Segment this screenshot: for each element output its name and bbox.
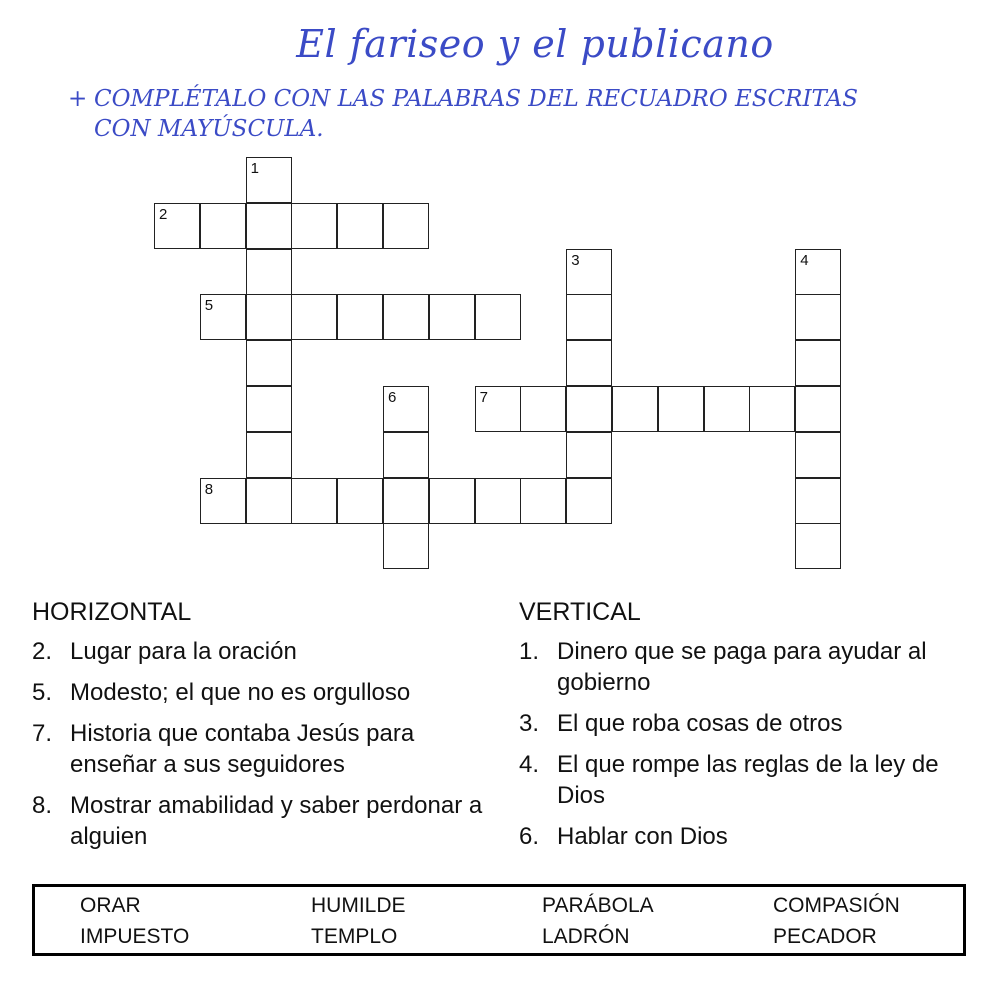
clue-text: Lugar para la oración: [70, 638, 297, 665]
clue-number: 8.: [32, 792, 53, 819]
clue-number-label: 3: [571, 251, 580, 269]
crossword-cell[interactable]: [383, 294, 429, 340]
clue-text: Dinero que se paga para ayudar al gobierno: [557, 638, 927, 696]
clue-item: [32, 790, 502, 852]
vertical-clues: [519, 597, 979, 862]
crossword-cell[interactable]: [337, 203, 383, 249]
crossword-cell[interactable]: [795, 478, 841, 524]
worksheet-title: El fariseo y el publicano: [296, 22, 774, 66]
crossword-cell[interactable]: [795, 432, 841, 478]
word-bank-item: IMPUESTO: [80, 925, 190, 948]
crossword-cell[interactable]: [200, 203, 246, 249]
clue-number: 7.: [32, 720, 53, 747]
crossword-cell[interactable]: [520, 386, 566, 432]
crossword-cell[interactable]: [475, 294, 521, 340]
crossword-cell[interactable]: [795, 340, 841, 386]
clue-item: [519, 821, 979, 852]
crossword-cell[interactable]: [795, 249, 841, 295]
crossword-cell[interactable]: [246, 386, 292, 432]
crossword-cell[interactable]: [383, 386, 429, 432]
crossword-cell[interactable]: [795, 294, 841, 340]
crossword-cell[interactable]: [200, 478, 246, 524]
horizontal-heading: HORIZONTAL: [32, 598, 192, 626]
crossword-cell[interactable]: [246, 294, 292, 340]
crossword-cell[interactable]: [795, 523, 841, 569]
clue-item: [32, 718, 502, 780]
clue-text: Mostrar amabilidad y saber perdonar a alguien: [70, 792, 483, 850]
instructions-line-2: CON MAYÚSCULA.: [94, 116, 324, 142]
clue-item: [519, 708, 979, 739]
crossword-cell[interactable]: [429, 294, 475, 340]
crossword-cell[interactable]: [383, 432, 429, 478]
crossword-cell[interactable]: [566, 294, 612, 340]
crossword-cell[interactable]: [337, 294, 383, 340]
crossword-cell[interactable]: [246, 432, 292, 478]
clue-number: 1.: [519, 638, 540, 665]
crossword-cell[interactable]: [246, 203, 292, 249]
clue-number: 2.: [32, 638, 53, 665]
crossword-cell[interactable]: [246, 157, 292, 203]
clue-number: 5.: [32, 679, 53, 706]
clue-number-label: 6: [388, 389, 397, 406]
crossword-cell[interactable]: [291, 203, 337, 249]
clue-number-label: 1: [250, 160, 259, 177]
crossword-cell[interactable]: [566, 340, 612, 386]
crossword-cell[interactable]: [246, 249, 292, 295]
word-bank-item: PARÁBOLA: [542, 894, 654, 917]
crossword-cell[interactable]: [566, 432, 612, 478]
crossword-cell[interactable]: [749, 386, 795, 432]
word-bank-item: HUMILDE: [311, 894, 406, 917]
crossword-cell[interactable]: [795, 386, 841, 432]
crossword-cell[interactable]: [200, 294, 246, 340]
clue-text: Modesto; el que no es orgulloso: [70, 679, 411, 706]
crossword-cell[interactable]: [246, 478, 292, 524]
word-bank-item: COMPASIÓN: [773, 894, 900, 917]
crossword-cell[interactable]: [337, 478, 383, 524]
crossword-cell[interactable]: [246, 340, 292, 386]
clue-text: El que roba cosas de otros: [557, 710, 843, 737]
clue-number: 3.: [519, 710, 540, 737]
vertical-heading: VERTICAL: [519, 598, 641, 626]
crossword-cell[interactable]: [475, 386, 521, 432]
crossword-cell[interactable]: [566, 386, 612, 432]
word-bank-item: TEMPLO: [311, 925, 398, 948]
crossword-cell[interactable]: [291, 294, 337, 340]
word-bank-item: LADRÓN: [542, 925, 630, 948]
clue-item: [519, 749, 979, 811]
clue-number-label: 8: [204, 480, 214, 498]
clue-text: El que rompe las reglas de la ley de Dios: [557, 751, 939, 809]
clue-text: Historia que contaba Jesús para enseñar a sus seguidores: [70, 720, 415, 778]
clue-text: Hablar con Dios: [557, 823, 728, 850]
crossword-cell[interactable]: [154, 203, 200, 249]
clue-item: [32, 677, 502, 708]
crossword-cell[interactable]: [429, 478, 475, 524]
clue-number-label: 2: [159, 205, 168, 223]
crossword-cell[interactable]: [704, 386, 750, 432]
clue-number-label: 5: [204, 297, 214, 315]
clue-number: 6.: [519, 823, 540, 850]
clue-number: 4.: [519, 751, 540, 778]
crossword-cell[interactable]: [383, 523, 429, 569]
crossword-cell[interactable]: [383, 203, 429, 249]
crossword-cell[interactable]: [475, 478, 521, 524]
horizontal-clues: [32, 597, 502, 862]
crossword-cell[interactable]: [566, 249, 612, 295]
word-bank-item: ORAR: [80, 894, 141, 917]
instructions-line-1: COMPLÉTALO CON LAS PALABRAS DEL RECUADRO ESCRITAS: [94, 86, 858, 112]
instructions-bullet: +: [68, 86, 88, 112]
word-bank-item: PECADOR: [773, 925, 877, 948]
clue-item: [32, 636, 502, 667]
word-bank: [32, 884, 966, 956]
crossword-cell[interactable]: [566, 478, 612, 524]
clue-number-label: 4: [800, 251, 809, 269]
crossword-cell[interactable]: [612, 386, 658, 432]
clue-number-label: 7: [479, 389, 488, 406]
crossword-cell[interactable]: [291, 478, 337, 524]
clue-item: [519, 636, 979, 698]
crossword-cell[interactable]: [658, 386, 704, 432]
crossword-cell[interactable]: [383, 478, 429, 524]
crossword-cell[interactable]: [520, 478, 566, 524]
